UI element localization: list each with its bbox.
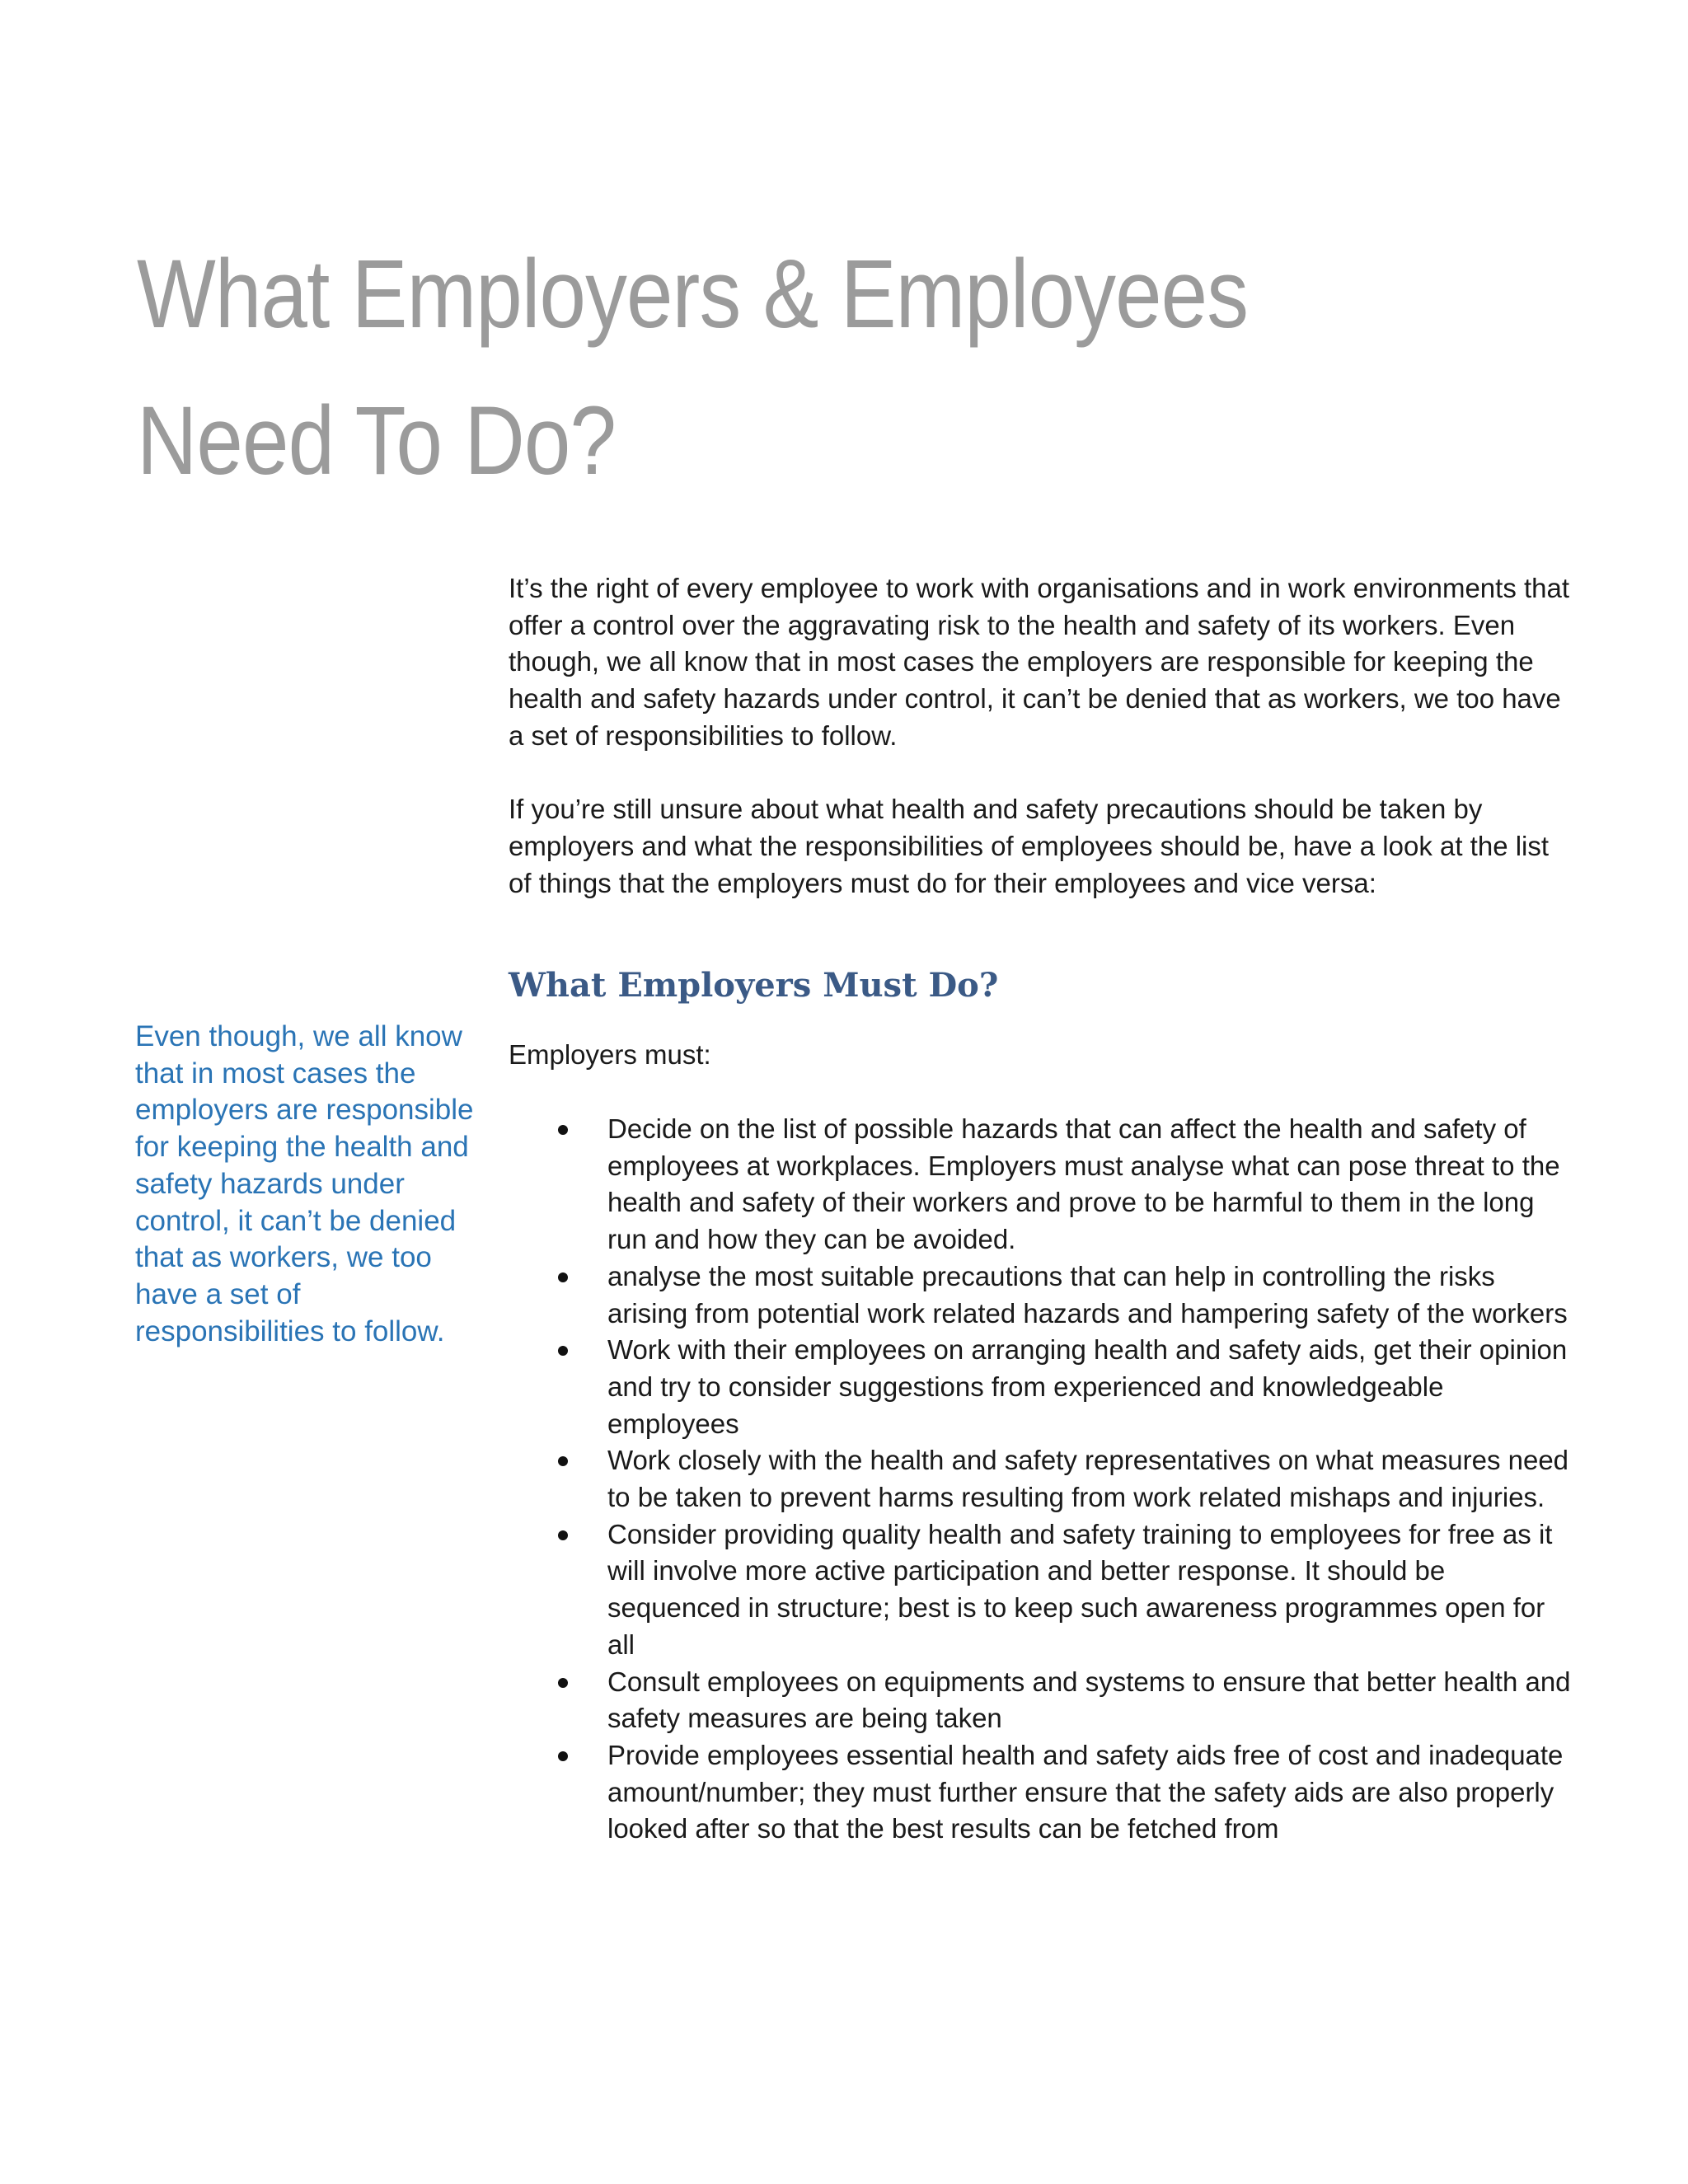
section-heading: What Employers Must Do? (509, 966, 999, 1005)
list-item (509, 1332, 1572, 1442)
list-item (509, 1664, 1572, 1737)
list-item (509, 1516, 1572, 1664)
list-item-text: Provide employees essential health and safety aids free of cost and inadequate amount/number; they must further ensure that the safety aids are also properly looked after so that the best results can be fetched from (607, 1739, 1564, 1844)
page-title: What Employers & Employees Need To Do? (137, 240, 1249, 495)
intro-paragraph-2: If you’re still unsure about what health and safety precautions should be taken by employers and what the responsibilities of employees should be, have a look at the list of things that the employers must do for their employees and vice versa: (509, 794, 1550, 898)
main-content (509, 570, 1572, 1848)
list-item-text: analyse the most suitable precautions that can help in controlling the risks arising from potential work related hazards and hampering safety of the workers (607, 1260, 1568, 1329)
list-item-text: Decide on the list of possible hazards that can affect the health and safety of employees at workplaces. Employers must analyse what can pose threat to the health and safety of their workers and prove to be harmful to them in the long run and how they can be avoided. (607, 1113, 1560, 1255)
bullet-icon (558, 1751, 568, 1761)
bullet-icon (558, 1530, 568, 1540)
list-item (509, 1111, 1572, 1258)
list-item-text: Work closely with the health and safety representatives on what measures need to be taken to prevent harms resulting from work related mishaps and injuries. (607, 1445, 1569, 1513)
employer-duties-list (509, 1111, 1572, 1848)
list-item-text: Consider providing quality health and safety training to employees for free as it will involve more active participation and better response. It should be sequenced in structure; best is to keep such awareness programmes open for all (607, 1518, 1553, 1660)
list-item (509, 1258, 1572, 1332)
section-lead-in: Employers must: (509, 1039, 711, 1071)
list-item (509, 1737, 1572, 1848)
intro-paragraph-1: It’s the right of every employee to work with organisations and in work environments that offer a control over the aggravating risk to the health and safety of its workers. Even though, we all know that in most cases the employers are responsible for keeping the health and safety hazards under control, it can’t be denied that as workers, we too have a set of responsibilities to follow. (509, 573, 1570, 751)
bullet-icon (558, 1346, 568, 1356)
pull-quote: Even though, we all know that in most cases the employers are responsible for keeping the health and safety hazards under control, it can’t be denied that as workers, we too have a set of responsibilities to follow. (135, 1020, 474, 1347)
list-item-text: Consult employees on equipments and systems to ensure that better health and safety measures are being taken (607, 1666, 1571, 1734)
bullet-icon (558, 1272, 568, 1282)
list-item (509, 1442, 1572, 1516)
list-item-text: Work with their employees on arranging health and safety aids, get their opinion and try to consider suggestions from experienced and knowledgeable employees (607, 1334, 1568, 1439)
bullet-icon (558, 1456, 568, 1466)
bullet-icon (558, 1125, 568, 1135)
bullet-icon (558, 1678, 568, 1688)
